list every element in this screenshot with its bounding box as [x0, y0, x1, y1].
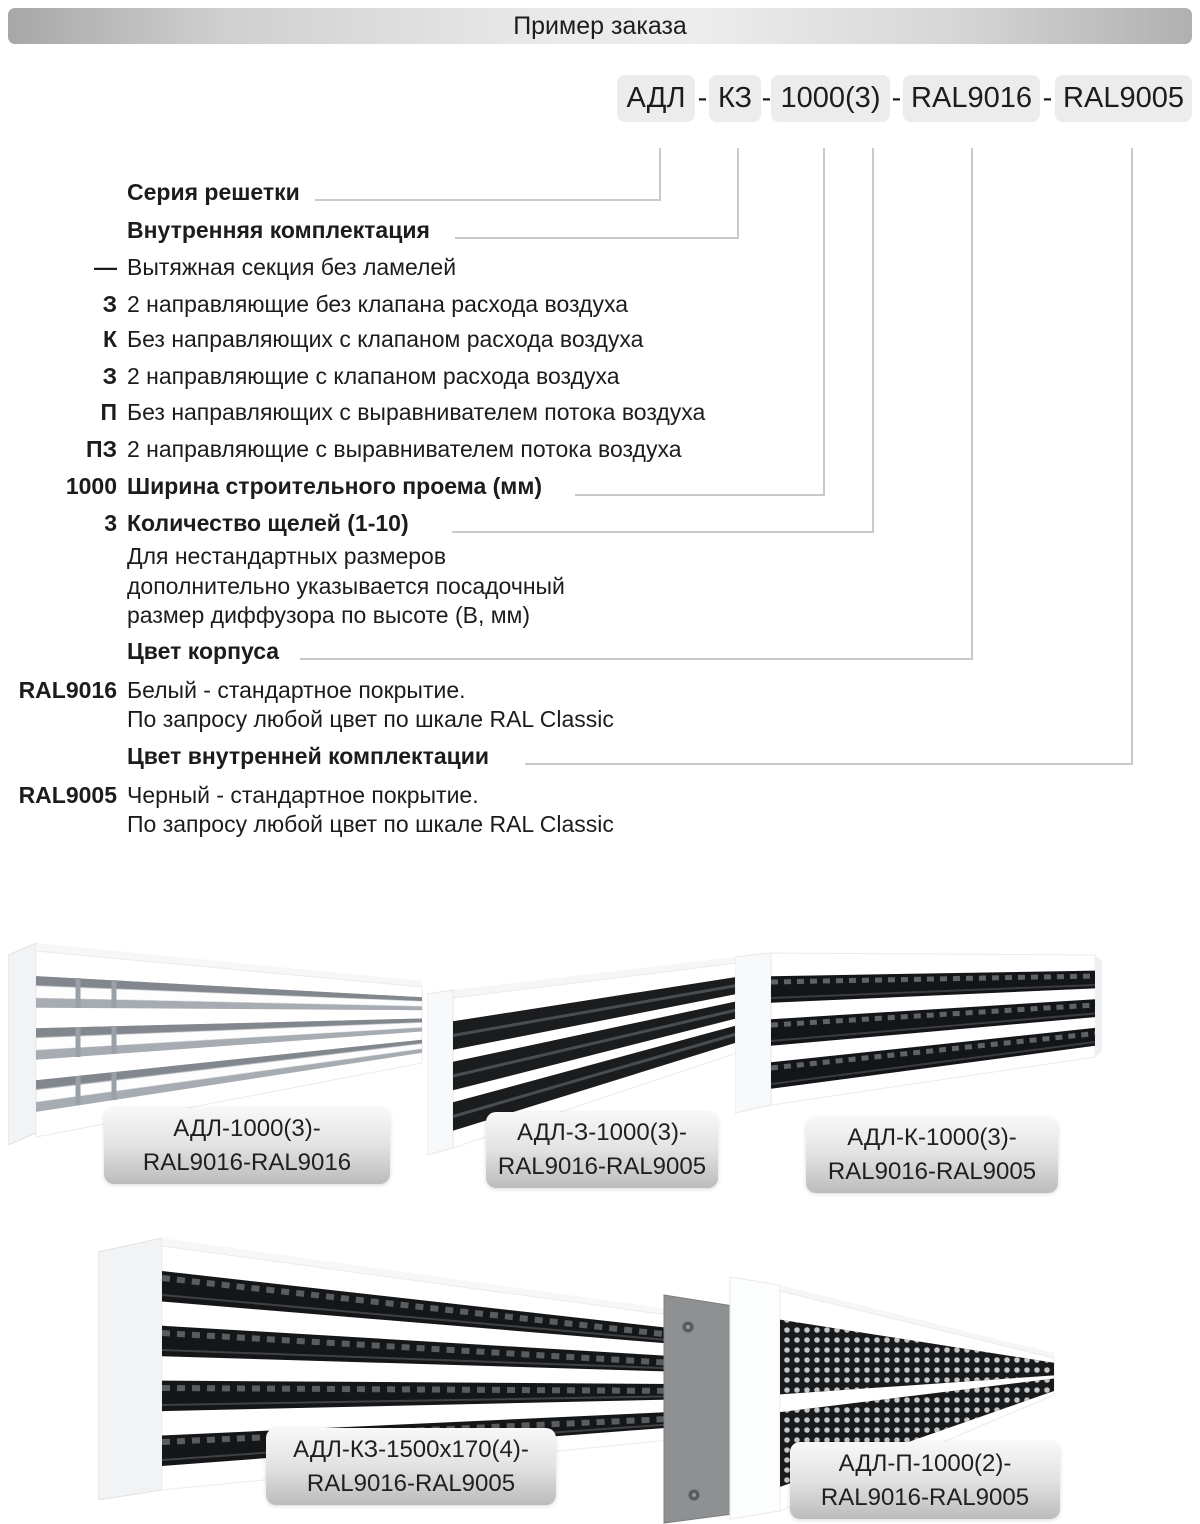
legend-label: Цвет корпуса: [127, 638, 280, 664]
code-segment-label: RAL9005: [1063, 82, 1184, 114]
legend-text: Без направляющих с клапаном расхода воздуха: [127, 326, 644, 352]
product-code-line: АДЛ-П-1000(2)-: [838, 1449, 1012, 1477]
code-segment-series: [617, 75, 695, 122]
legend-text: Белый - стандартное покрытие.: [127, 677, 466, 703]
legend-key: З: [102, 363, 117, 389]
product-label-3: [806, 1117, 1058, 1193]
legend-row: [0, 179, 1200, 207]
legend-text: По запросу любой цвет по шкале RAL Classic: [127, 706, 614, 732]
code-separator-glyph: -: [891, 82, 902, 114]
code-segment-inner-color: [1055, 75, 1192, 122]
legend-text: 2 направляющие без клапана расхода воздуха: [127, 291, 628, 317]
legend-note-line: [0, 543, 1200, 571]
code-segment-label: КЗ: [717, 82, 753, 114]
legend-label: Внутренняя комплектация: [127, 217, 430, 243]
legend-note-line: [0, 602, 1200, 630]
legend-text: По запросу любой цвет по шкале RAL Classic: [127, 811, 614, 837]
legend-row: [0, 399, 1200, 427]
code-segment-label: АДЛ: [626, 82, 686, 114]
legend-text: 2 направляющие с выравнивателем потока воздуха: [127, 436, 682, 462]
legend-note-line: [0, 706, 1200, 734]
code-separator-glyph: -: [697, 82, 708, 114]
legend-row: [0, 254, 1200, 282]
product-code-line: RAL9016-RAL9005: [497, 1153, 707, 1180]
legend-row: [0, 677, 1200, 705]
code-segment-size: [771, 75, 890, 122]
legend-key: ПЗ: [86, 436, 117, 462]
legend-key: 1000: [65, 473, 117, 499]
page-title: Пример заказа: [513, 11, 687, 40]
legend-label: Цвет внутренней комплектации: [127, 743, 490, 769]
product-label-2: [486, 1112, 718, 1188]
legend-row: [0, 782, 1200, 810]
legend-row: [0, 510, 1200, 538]
legend-key: К: [102, 326, 117, 352]
legend-row: [0, 291, 1200, 319]
product-code-line: RAL9016-RAL9005: [306, 1469, 516, 1497]
product-code-line: АДЛ-1000(3)-: [173, 1115, 321, 1142]
legend-row: [0, 436, 1200, 464]
code-separator-glyph: -: [761, 82, 772, 114]
legend-row: [0, 473, 1200, 501]
legend-key: RAL9005: [18, 782, 117, 808]
legend-key: —: [94, 254, 117, 280]
legend-label: Ширина строительного проема (мм): [127, 473, 542, 499]
code-segment-body-color: [903, 75, 1040, 122]
legend-note-line: [0, 811, 1200, 839]
legend-note: Для нестандартных размеров: [127, 543, 447, 569]
legend-key: З: [102, 291, 117, 317]
product-label-1: [104, 1108, 390, 1184]
legend-label: Количество щелей (1-10): [127, 510, 409, 536]
legend-key: П: [100, 399, 117, 425]
legend-text: Вытяжная секция без ламелей: [127, 254, 457, 280]
legend-note: дополнительно указывается посадочный: [127, 573, 565, 599]
legend-note: размер диффузора по высоте (В, мм): [127, 602, 531, 628]
product-code-line: АДЛ-З-1000(3)-: [516, 1119, 687, 1146]
product-label-5: [790, 1442, 1060, 1519]
code-separator-glyph: -: [1042, 82, 1053, 114]
legend-text: 2 направляющие с клапаном расхода воздуха: [127, 363, 620, 389]
product-code-line: RAL9016-RAL9016: [142, 1149, 352, 1176]
product-code-line: RAL9016-RAL9005: [827, 1158, 1037, 1185]
legend-key: 3: [104, 510, 117, 536]
product-label-4: [266, 1428, 556, 1505]
legend-row: [0, 217, 1200, 245]
legend-note-line: [0, 573, 1200, 601]
legend-text: Без направляющих с выравнивателем потока воздуха: [127, 399, 706, 425]
code-separator: [1039, 75, 1056, 122]
product-photo-grille-3: [735, 945, 1102, 1115]
product-code-line: RAL9016-RAL9005: [820, 1483, 1030, 1511]
header-bar: [8, 8, 1192, 44]
legend-row: [0, 638, 1200, 666]
code-segment-label: RAL9016: [911, 82, 1032, 114]
code-segment-label: 1000(3): [780, 82, 881, 114]
legend-key: RAL9016: [18, 677, 117, 703]
legend-text: Черный - стандартное покрытие.: [127, 782, 479, 808]
legend-label: Серия решетки: [127, 179, 300, 205]
legend-row: [0, 326, 1200, 354]
code-segment-config: [709, 75, 761, 122]
legend-row: [0, 363, 1200, 391]
product-code-line: АДЛ-КЗ-1500х170(4)-: [293, 1435, 529, 1463]
legend-row: [0, 743, 1200, 771]
product-code-line: АДЛ-К-1000(3)-: [847, 1124, 1017, 1151]
